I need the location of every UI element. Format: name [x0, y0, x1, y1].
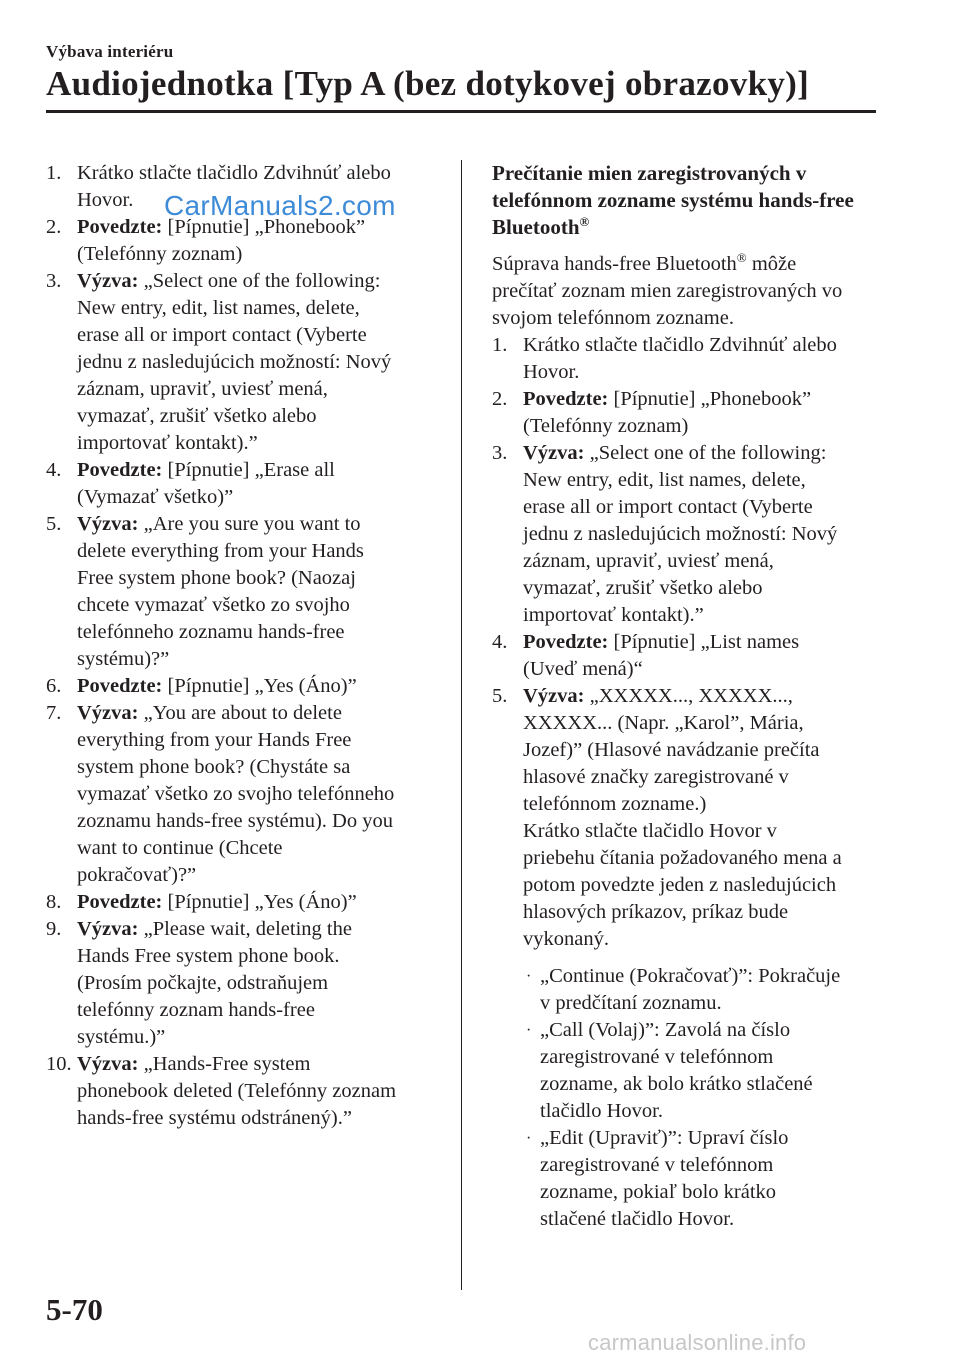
- step-line: [523, 575, 892, 602]
- bullet-line: „Edit (Upraviť)”: Upraví číslo: [540, 1127, 789, 1149]
- step-number: 1.: [492, 334, 508, 356]
- step-note: [492, 818, 892, 953]
- step-keyword: Povedzte:: [523, 388, 609, 410]
- step-text: erase all or import contact (Vyberte: [523, 496, 813, 518]
- step-text: (Telefónny zoznam): [523, 415, 689, 437]
- step-text: (Telefónny zoznam): [77, 243, 243, 265]
- intro-text: môže: [746, 253, 797, 275]
- intro-line: svojom telefónnom zozname.: [492, 307, 734, 329]
- heading-line: [492, 214, 892, 241]
- step-text: jednu z nasledujúcich možností: Nový: [77, 351, 392, 373]
- list-item: [46, 457, 441, 511]
- step-line: [77, 1051, 441, 1078]
- bullet-line: tlačidlo Hovor.: [540, 1100, 663, 1122]
- step-text: delete everything from your Hands: [77, 540, 364, 562]
- column-divider: [461, 160, 462, 1290]
- step-line: [523, 710, 892, 737]
- bullet-dot-icon: ·: [526, 1022, 532, 1039]
- step-line: [523, 737, 892, 764]
- step-text: telefónnom zozname.): [523, 793, 707, 815]
- list-item: [492, 629, 892, 683]
- step-line: [77, 970, 441, 997]
- step-line: [77, 349, 441, 376]
- step-number: 7.: [46, 702, 62, 724]
- step-number: 3.: [492, 442, 508, 464]
- step-keyword: Povedzte:: [523, 631, 609, 653]
- step-line: [77, 862, 441, 889]
- page-title: Audiojednotka [Typ A (bez dotykovej obrazovky)]: [46, 64, 810, 103]
- list-item: [46, 916, 441, 1051]
- step-line: [77, 403, 441, 430]
- step-line: [77, 511, 441, 538]
- step-line: [77, 916, 441, 943]
- step-keyword: Výzva:: [77, 270, 139, 292]
- step-line: [523, 467, 892, 494]
- bullet-line: zaregistrované v telefónnom: [540, 1154, 774, 1176]
- step-text: (Prosím počkajte, odstraňujem: [77, 972, 329, 994]
- step-text: chcete vymazať všetko zo svojho: [77, 594, 350, 616]
- bullet-line: zaregistrované v telefónnom: [540, 1046, 774, 1068]
- step-line: [523, 440, 892, 467]
- step-keyword: Výzva:: [77, 1053, 139, 1075]
- step-line: [77, 484, 441, 511]
- step-text: [Pípnutie] „Yes (Áno)”: [162, 891, 357, 913]
- step-line: [523, 683, 892, 710]
- step-keyword: Povedzte:: [77, 675, 163, 697]
- step-number: 9.: [46, 918, 62, 940]
- registered-mark: ®: [579, 214, 590, 229]
- step-number: 2.: [492, 388, 508, 410]
- heading-line: telefónnom zozname systému hands-free: [492, 188, 854, 212]
- step-text: „Select one of the following:: [584, 442, 827, 464]
- step-text: New entry, edit, list names, delete,: [77, 297, 360, 319]
- step-line: [523, 332, 892, 359]
- intro-paragraph: [492, 251, 892, 332]
- step-keyword: Výzva:: [77, 513, 139, 535]
- note-line: hlasových príkazov, príkaz bude: [523, 901, 789, 923]
- list-item: [492, 386, 892, 440]
- heading-line: Prečítanie mien zaregistrovaných v: [492, 161, 807, 185]
- step-line: [77, 160, 441, 187]
- list-item: [46, 889, 441, 916]
- list-item: [46, 511, 441, 673]
- step-line: [77, 430, 441, 457]
- step-text: „XXXXX..., XXXXX...,: [584, 685, 793, 707]
- step-number: 8.: [46, 891, 62, 913]
- step-line: [523, 602, 892, 629]
- step-text: [Pípnutie] „List names: [608, 631, 800, 653]
- right-column: [492, 160, 892, 1233]
- step-keyword: Výzva:: [523, 685, 585, 707]
- step-text: „Hands-Free system: [138, 1053, 311, 1075]
- step-line: [77, 781, 441, 808]
- step-number: 10.: [46, 1053, 72, 1075]
- section-heading: [492, 160, 892, 241]
- step-text: vymazať, zrušiť všetko alebo: [77, 405, 317, 427]
- step-text: jednu z nasledujúcich možností: Nový: [523, 523, 838, 545]
- step-line: [523, 494, 892, 521]
- step-text: systému)?”: [77, 648, 170, 670]
- step-text: Free system phone book? (Naozaj: [77, 567, 356, 589]
- step-number: 4.: [492, 631, 508, 653]
- step-text: hands-free systému odstránený).”: [77, 1107, 352, 1129]
- step-text: telefónneho zoznamu hands-free: [77, 621, 345, 643]
- step-line: [77, 673, 441, 700]
- step-text: [Pípnutie] „Phonebook”: [162, 216, 366, 238]
- step-text: Hands Free system phone book.: [77, 945, 340, 967]
- note-line: priebehu čítania požadovaného mena a: [523, 847, 842, 869]
- step-line: [523, 521, 892, 548]
- step-text: erase all or import contact (Vyberte: [77, 324, 367, 346]
- step-line: [523, 764, 892, 791]
- step-line: [77, 1078, 441, 1105]
- bullet-line: zozname, ak bolo krátko stlačené: [540, 1073, 813, 1095]
- step-text: Jozef)” (Hlasové navádzanie prečíta: [523, 739, 820, 761]
- step-text: (Uveď mená)“: [523, 658, 643, 680]
- step-line: [77, 241, 441, 268]
- step-line: [77, 754, 441, 781]
- step-text: vymazať, zrušiť všetko alebo: [523, 577, 763, 599]
- step-number: 5.: [46, 513, 62, 535]
- list-item: [46, 268, 441, 457]
- step-keyword: Výzva:: [523, 442, 585, 464]
- step-line: [77, 997, 441, 1024]
- step-line: [77, 1024, 441, 1051]
- note-line: Krátko stlačte tlačidlo Hovor v: [523, 820, 777, 842]
- right-steps: [492, 332, 892, 818]
- step-text: vymazať všetko zo svojho telefónneho: [77, 783, 395, 805]
- bullet-item: [523, 1017, 892, 1125]
- step-line: [523, 791, 892, 818]
- list-item: [46, 1051, 441, 1132]
- bullet-line: stlačené tlačidlo Hovor.: [540, 1208, 735, 1230]
- step-line: [77, 943, 441, 970]
- step-text: záznam, upraviť, uviesť mená,: [77, 378, 328, 400]
- step-keyword: Povedzte:: [77, 216, 163, 238]
- step-text: „Please wait, deleting the: [138, 918, 352, 940]
- list-item: [46, 700, 441, 889]
- step-line: [77, 268, 441, 295]
- bullet-line: v predčítaní zoznamu.: [540, 992, 722, 1014]
- step-line: [77, 889, 441, 916]
- step-text: zoznamu hands-free systému). Do you: [77, 810, 393, 832]
- step-line: [77, 808, 441, 835]
- step-text: [Pípnutie] „Yes (Áno)”: [162, 675, 357, 697]
- step-line: [77, 619, 441, 646]
- step-text: [Pípnutie] „Phonebook”: [608, 388, 812, 410]
- step-text: everything from your Hands Free: [77, 729, 352, 751]
- watermark-top: CarManuals2.com: [164, 190, 396, 221]
- step-text: telefónny zoznam hands-free: [77, 999, 315, 1021]
- section-label: Výbava interiéru: [46, 42, 174, 61]
- step-keyword: Povedzte:: [77, 891, 163, 913]
- step-line: [77, 538, 441, 565]
- step-line: [77, 457, 441, 484]
- step-keyword: Výzva:: [77, 918, 139, 940]
- step-number: 5.: [492, 685, 508, 707]
- bullet-item: [523, 963, 892, 1017]
- step-number: 3.: [46, 270, 62, 292]
- step-text: hlasové značky zaregistrované v: [523, 766, 789, 788]
- step-line: [77, 376, 441, 403]
- title-rule: [46, 110, 876, 113]
- step-keyword: Výzva:: [77, 702, 139, 724]
- step-text: [Pípnutie] „Erase all: [162, 459, 335, 481]
- left-column: [46, 160, 441, 1132]
- page-number: 5-70: [46, 1292, 103, 1327]
- step-line: [77, 322, 441, 349]
- list-item: [492, 683, 892, 818]
- step-line: [77, 295, 441, 322]
- watermark-bottom: carmanualsonline.info: [588, 1330, 807, 1355]
- step-line: [77, 700, 441, 727]
- registered-mark: ®: [736, 250, 747, 265]
- intro-text: Súprava hands-free Bluetooth: [492, 253, 737, 275]
- list-item: [46, 214, 441, 268]
- step-text: (Vymazať všetko)”: [77, 486, 234, 508]
- step-line: [77, 646, 441, 673]
- note-line: vykonaný.: [523, 928, 609, 950]
- step-line: [77, 1105, 441, 1132]
- step-line: [523, 359, 892, 386]
- step-number: 6.: [46, 675, 62, 697]
- list-item: [492, 440, 892, 629]
- step-number: 4.: [46, 459, 62, 481]
- bullet-dot-icon: ·: [526, 1130, 532, 1147]
- step-line: [77, 565, 441, 592]
- step-text: „Select one of the following:: [138, 270, 381, 292]
- bullet-line: „Continue (Pokračovať)”: Pokračuje: [540, 965, 841, 987]
- bullet-line: zozname, pokiaľ bolo krátko: [540, 1181, 777, 1203]
- intro-line: [492, 251, 892, 278]
- step-text: Hovor.: [77, 189, 134, 211]
- step-text: „You are about to delete: [138, 702, 342, 724]
- step-text: XXXXX... (Napr. „Karol”, Mária,: [523, 712, 804, 734]
- step-line: [77, 727, 441, 754]
- step-line: [523, 548, 892, 575]
- bullet-list: [492, 963, 892, 1233]
- step-number: 2.: [46, 216, 62, 238]
- step-text: importovať kontakt).”: [77, 432, 258, 454]
- step-line: [523, 386, 892, 413]
- step-text: phonebook deleted (Telefónny zoznam: [77, 1080, 397, 1102]
- step-text: pokračovať)?”: [77, 864, 197, 886]
- step-line: [523, 413, 892, 440]
- list-item: [492, 332, 892, 386]
- bullet-dot-icon: ·: [526, 968, 532, 985]
- step-line: [523, 629, 892, 656]
- step-text: New entry, edit, list names, delete,: [523, 469, 806, 491]
- step-text: Krátko stlačte tlačidlo Zdvihnúť alebo: [77, 162, 391, 184]
- step-text: systému.)”: [77, 1026, 166, 1048]
- heading-line-text: Bluetooth: [492, 215, 580, 239]
- bullet-item: [523, 1125, 892, 1233]
- step-line: [523, 656, 892, 683]
- step-text: Krátko stlačte tlačidlo Zdvihnúť alebo: [523, 334, 837, 356]
- step-number: 1.: [46, 162, 62, 184]
- step-line: [77, 835, 441, 862]
- bullet-line: „Call (Volaj)”: Zavolá na číslo: [540, 1019, 791, 1041]
- step-keyword: Povedzte:: [77, 459, 163, 481]
- intro-line: prečítať zoznam mien zaregistrovaných vo: [492, 280, 843, 302]
- step-text: want to continue (Chcete: [77, 837, 283, 859]
- step-text: importovať kontakt).”: [523, 604, 704, 626]
- step-text: „Are you sure you want to: [138, 513, 361, 535]
- note-line: potom povedzte jeden z nasledujúcich: [523, 874, 837, 896]
- step-line: [77, 592, 441, 619]
- list-item: [46, 673, 441, 700]
- step-text: záznam, upraviť, uviesť mená,: [523, 550, 774, 572]
- step-text: Hovor.: [523, 361, 580, 383]
- step-text: system phone book? (Chystáte sa: [77, 756, 351, 778]
